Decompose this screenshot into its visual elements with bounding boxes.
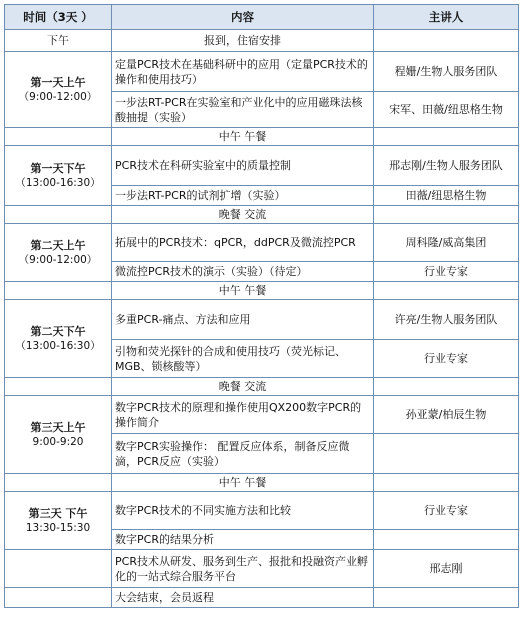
speaker-cell	[374, 588, 519, 608]
meal-cell: 中午 午餐	[112, 282, 374, 300]
content-cell: 一步法RT-PCR的试剂扩增（实验）	[112, 186, 374, 206]
table-row	[5, 396, 519, 434]
speaker-cell: 行业专家	[374, 340, 519, 378]
session-hours: 9:00-9:20	[32, 435, 84, 448]
meal-cell: 晚餐 交流	[112, 206, 374, 224]
meal-cell: 晚餐 交流	[112, 378, 374, 396]
speaker-cell: 行业专家	[374, 262, 519, 282]
content-cell: 报到，住宿安排	[112, 30, 374, 52]
speaker-cell: 周科隆/威高集团	[374, 224, 519, 262]
speaker-cell	[374, 434, 519, 474]
speaker-cell	[374, 474, 519, 492]
speaker-cell: 宋军、田薇/纽思格生物	[374, 92, 519, 128]
time-cell	[5, 396, 112, 474]
content-cell: 微流控PCR技术的演示（实验）（待定）	[112, 262, 374, 282]
content-cell: 多重PCR-痛点、方法和应用	[112, 300, 374, 340]
content-cell: 一步法RT-PCR在实验室和产业化中的应用磁珠法核酸抽提（实验）	[112, 92, 374, 128]
time-cell	[5, 128, 112, 146]
time-cell	[5, 588, 112, 608]
session-day: 第一天下午	[30, 161, 86, 175]
session-day: 第三天 下午	[28, 506, 88, 520]
header-time: 时间（3天 ）	[5, 5, 112, 30]
table-row	[5, 146, 519, 186]
content-cell: 数字PCR技术的原理和操作使用QX200数字PCR的操作简介	[112, 396, 374, 434]
time-cell: 下午	[5, 30, 112, 52]
meal-row	[5, 474, 519, 492]
session-hours: 13:30-15:30	[25, 521, 91, 534]
table-row	[5, 588, 519, 608]
speaker-cell	[374, 206, 519, 224]
meal-row	[5, 128, 519, 146]
session-day: 第二天上午	[30, 238, 86, 252]
session-hours: （9:00-12:00）	[18, 253, 98, 266]
time-cell	[5, 474, 112, 492]
speaker-cell: 许亮/生物人服务团队	[374, 300, 519, 340]
time-cell	[5, 282, 112, 300]
speaker-cell	[374, 128, 519, 146]
meal-row	[5, 378, 519, 396]
time-cell	[5, 492, 112, 550]
meal-row	[5, 282, 519, 300]
speaker-cell: 田薇/纽思格生物	[374, 186, 519, 206]
content-cell: 数字PCR的结果分析	[112, 530, 374, 550]
session-day: 第二天下午	[30, 324, 86, 338]
session-hours: （13:00-16:30）	[15, 176, 101, 189]
table-row	[5, 30, 519, 52]
time-cell	[5, 206, 112, 224]
content-cell: 定量PCR技术在基础科研中的应用（定量PCR技术的操作和使用技巧）	[112, 52, 374, 92]
speaker-cell	[374, 378, 519, 396]
table-row	[5, 550, 519, 588]
header-speaker: 主讲人	[374, 5, 519, 30]
time-cell	[5, 550, 112, 588]
session-day: 第三天上午	[30, 420, 86, 434]
table-row	[5, 300, 519, 340]
table-row	[5, 492, 519, 530]
time-cell	[5, 52, 112, 128]
header-content: 内容	[112, 5, 374, 30]
content-cell: 引物和荧光探针的合成和使用技巧（荧光标记、MGB、锁核酸等）	[112, 340, 374, 378]
table-row	[5, 52, 519, 92]
speaker-cell: 程姗/生物人服务团队	[374, 52, 519, 92]
time-cell	[5, 300, 112, 378]
content-cell: PCR技术在科研实验室中的质量控制	[112, 146, 374, 186]
time-cell	[5, 224, 112, 282]
content-cell: 大会结束，会员返程	[112, 588, 374, 608]
meal-cell: 中午 午餐	[112, 474, 374, 492]
schedule-table	[4, 4, 519, 608]
time-cell	[5, 146, 112, 206]
table-row	[5, 224, 519, 262]
content-cell: 数字PCR实验操作： 配置反应体系，制备反应微滴，PCR反应（实验）	[112, 434, 374, 474]
header-row	[5, 5, 519, 30]
time-cell	[5, 378, 112, 396]
meal-row	[5, 206, 519, 224]
speaker-cell	[374, 282, 519, 300]
content-cell: 数字PCR技术的不同实施方法和比较	[112, 492, 374, 530]
session-day: 第一天上午	[30, 75, 86, 89]
session-hours: （13:00-16:30）	[15, 339, 101, 352]
content-cell: 拓展中的PCR技术：qPCR，ddPCR及微流控PCR	[112, 224, 374, 262]
content-cell: PCR技术从研发、服务到生产、报批和投融资产业孵化的一站式综合服务平台	[112, 550, 374, 588]
speaker-cell: 邢志刚/生物人服务团队	[374, 146, 519, 186]
speaker-cell: 邢志刚	[374, 550, 519, 588]
speaker-cell	[374, 530, 519, 550]
speaker-cell	[374, 30, 519, 52]
meal-cell: 中午 午餐	[112, 128, 374, 146]
speaker-cell: 行业专家	[374, 492, 519, 530]
session-hours: （9:00-12:00）	[18, 90, 98, 103]
speaker-cell: 孙亚蒙/柏辰生物	[374, 396, 519, 434]
